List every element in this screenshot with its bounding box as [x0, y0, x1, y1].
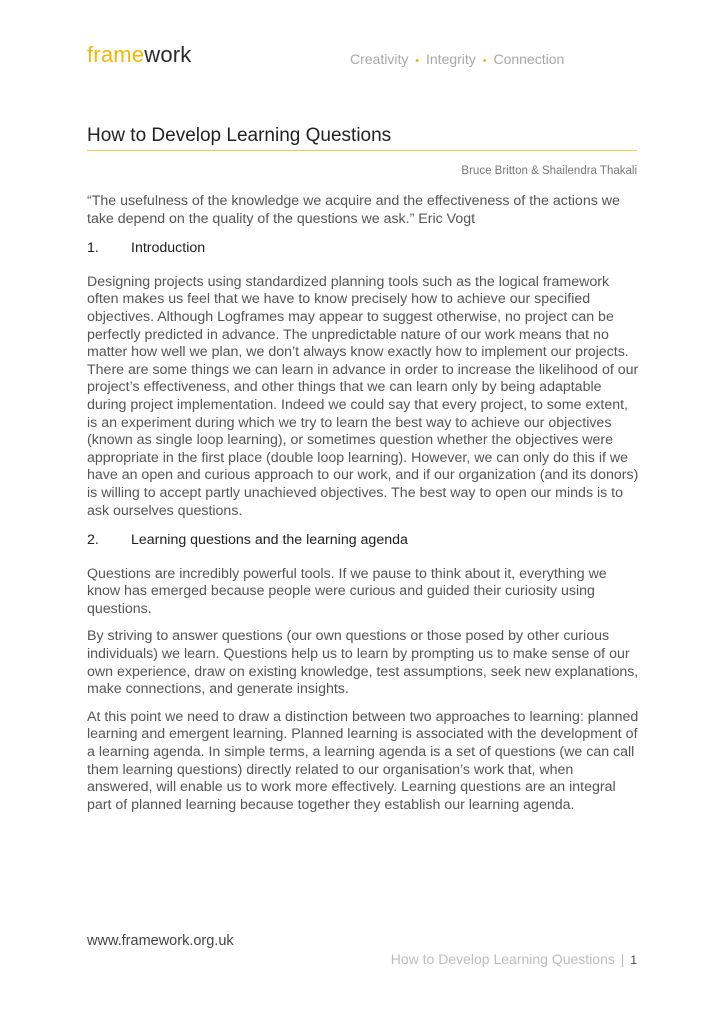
paragraph: By striving to answer questions (our own questions or those posed by other curious individuals) we learn. Questions help us to learn by prompting us to make sense of our own experience, draw on existing knowledge, test assumptions, seek new explanations, make connections, and generate insights.: [87, 628, 639, 698]
footer-website-link[interactable]: www.framework.org.uk: [87, 933, 234, 949]
tagline: [350, 51, 564, 67]
logo-part-frame: frame: [87, 42, 145, 67]
section-number: 2.: [87, 532, 99, 549]
document-title: How to Develop Learning Questions: [87, 125, 637, 151]
section-number: 1.: [87, 240, 99, 257]
logo-part-work: work: [144, 42, 192, 67]
page-number: 1: [630, 953, 637, 967]
paragraph: Designing projects using standardized planning tools such as the logical framework often makes us feel that we have to know precisely how to achieve our specified objectives. Although Logframes may appear to suggest otherwise, no project can be perfectly predicted in advance. The unpredictable nature of our work means that no matter how well we plan, we don’t always know exactly how to implement our projects. There are some things we can learn in advance in order to increase the likelihood of our project’s effectiveness, and other things that we can learn only by being adaptable during project implementation. Indeed we could say that every project, to some extent, is an experiment during which we try to learn the best way to achieve our objectives (known as single loop learning), or sometimes question whether the objectives were appropriate in the first place (double loop learning). However, we can only do this if we have an open and curious approach to our work, and if our organization (and its donors) is willing to accept partly unachieved objectives. The best way to open our minds is to ask ourselves questions.: [87, 273, 639, 519]
authors: Bruce Britton & Shailendra Thakali: [461, 165, 637, 177]
tagline-word: Creativity: [350, 51, 409, 67]
section-heading: [87, 240, 639, 258]
footer-page-label: [391, 951, 637, 967]
tagline-word: Connection: [493, 51, 565, 67]
section-title: Learning questions and the learning agenda: [131, 532, 408, 549]
opening-quote: “The usefulness of the knowledge we acquire and the effectiveness of the actions we take depend on the quality of the questions we ask.” Eric Vogt: [87, 193, 620, 227]
footer-separator: |: [620, 951, 625, 967]
paragraph: At this point we need to draw a distinction between two approaches to learning: planned learning and emergent learning. Planned learning is associated with the development of a learning agenda. In simple terms, a learning agenda is a set of questions (we can call them learning questions) directly related to our organisation’s work that, when answered, will enable us to work more effectively. Learning questions are an integral part of planned learning because together they establish our learning agenda.: [87, 708, 639, 813]
section-title: Introduction: [131, 240, 206, 257]
paragraph: Questions are incredibly powerful tools. If we pause to think about it, everything we know has emerged because people were curious and guided their curiosity using questions.: [87, 565, 607, 617]
section-heading: [87, 532, 639, 550]
bullet-dot-icon: •: [415, 55, 420, 67]
framework-logo: [87, 42, 192, 68]
tagline-word: Integrity: [426, 51, 476, 67]
bullet-dot-icon: •: [482, 55, 487, 67]
footer-doc-title: How to Develop Learning Questions: [390, 951, 615, 967]
document-body: [87, 193, 639, 824]
